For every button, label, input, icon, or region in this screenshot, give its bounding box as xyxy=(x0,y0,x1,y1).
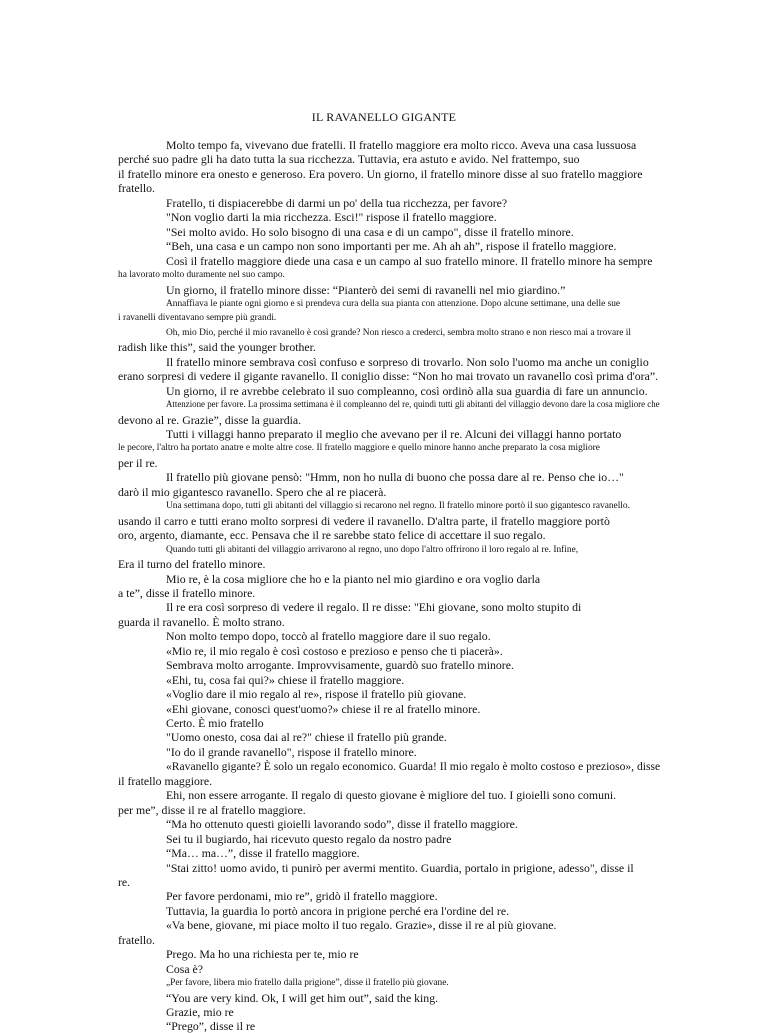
text-line: Mio re, è la cosa migliore che ho e la pianto nel mio giardino e ora voglio darla xyxy=(166,571,541,586)
text-line: usando il carro e tutti erano molto sorpresi di vedere il ravanello. D'altra parte, il fratello maggiore portò xyxy=(118,513,610,528)
text-line: Così il fratello maggiore diede una casa e un campo al suo fratello minore. Il fratello minore ha sempre xyxy=(166,253,653,268)
text-line: Ehi, non essere arrogante. Il regalo di questo giovane è migliore del tuo. I gioielli sono comuni. xyxy=(166,788,617,803)
text-line: "Non voglio darti la mia ricchezza. Esci!" rispose il fratello maggiore. xyxy=(166,210,497,225)
text-line: "Stai zitto! uomo avido, ti punirò per avermi mentito. Guardia, portalo in prigione, adesso", disse il xyxy=(166,860,634,875)
text-line: Fratello, ti dispiacerebbe di darmi un po' della tua ricchezza, per favore? xyxy=(166,195,508,210)
text-line: «Ravanello gigante? È solo un regalo economico. Guarda! Il mio regalo è molto costoso e prezioso», disse xyxy=(166,759,661,774)
text-line: il fratello maggiore. xyxy=(118,773,213,788)
text-line: «Ehi, tu, cosa fai qui?» chiese il fratello maggiore. xyxy=(166,672,405,687)
text-line: Il fratello minore sembrava così confuso e sorpreso di trovarlo. Non solo l'uomo ma anche un coniglio xyxy=(166,354,649,369)
text-line: «Voglio dare il mio regalo al re», rispose il fratello più giovane. xyxy=(166,687,467,702)
text-line: Annaffiava le piante ogni giorno e si prendeva cura della sua pianta con attenzione. Dopo alcune settimane, una delle sue xyxy=(166,298,621,309)
text-line: le pecore, l'altro ha portato anatre e molte altre cose. Il fratello maggiore e quello minore hanno anche preparato la cosa migliore xyxy=(118,443,600,454)
text-line: Oh, mio Dio, perché il mio ravanello è così grande? Non riesco a crederci, sembra molto strano e non riesco mai a trovare il xyxy=(166,327,631,338)
text-line: Molto tempo fa, vivevano due fratelli. Il fratello maggiore era molto ricco. Aveva una casa lussuosa xyxy=(166,138,637,152)
text-line: Certo. È mio fratello xyxy=(166,716,264,730)
text-line: “Ma ho ottenuto questi gioielli lavorando sodo”, disse il fratello maggiore. xyxy=(166,817,518,832)
text-line: Prego. Ma ho una richiesta per te, mio re xyxy=(166,947,359,962)
text-line: "Io do il grande ravanello", rispose il fratello minore. xyxy=(166,744,417,759)
text-line: Attenzione per favore. La prossima settimana è il compleanno del re, quindi tutti gli abitanti del villaggio devono dare la cosa migliore che xyxy=(166,400,660,411)
text-line: Cosa è? xyxy=(166,961,204,976)
text-line: i ravanelli diventavano sempre più grandi. xyxy=(118,313,277,324)
text-line: “You are very kind. Ok, I will get him out”, said the king. xyxy=(166,990,439,1005)
text-line: guarda il ravanello. È molto strano. xyxy=(118,614,285,629)
text-line: per me”, disse il re al fratello maggiore. xyxy=(118,802,306,817)
text-line: Era il turno del fratello minore. xyxy=(118,557,266,571)
text-line: «Ehi giovane, conosci quest'uomo?» chiese il re al fratello minore. xyxy=(166,701,481,716)
text-line: Sei tu il bugiardo, hai ricevuto questo regalo da nostro padre xyxy=(166,831,452,846)
text-line: darò il mio gigantesco ravanello. Spero che al re piacerà. xyxy=(118,484,387,499)
text-line: Sembrava molto arrogante. Improvvisamente, guardò suo fratello minore. xyxy=(166,658,514,673)
text-line: "Uomo onesto, cosa dai al re?" chiese il fratello più grande. xyxy=(166,730,447,745)
text-line: Un giorno, il fratello minore disse: “Pianterò dei semi di ravanelli nel mio giardino.” xyxy=(166,282,566,297)
text-line: Per favore perdonami, mio re”, gridò il fratello maggiore. xyxy=(166,889,438,904)
text-line: „Per favore, libera mio fratello dalla prigione”, disse il fratello più giovane. xyxy=(166,978,449,989)
text-line: Tutti i villaggi hanno preparato il meglio che avevano per il re. Alcuni dei villaggi hanno portato xyxy=(166,427,622,441)
text-line: Il fratello più giovane pensò: "Hmm, non ho nulla di buono che possa dare al re. Penso che io…" xyxy=(166,470,624,485)
text-line: re. xyxy=(118,874,131,889)
text-line: Tuttavia, la guardia lo portò ancora in prigione perché era l'ordine del re. xyxy=(166,903,510,918)
text-line: fratello. xyxy=(118,932,156,947)
text-line: "Sei molto avido. Ho solo bisogno di una casa e di un campo", disse il fratello minore. xyxy=(166,224,574,239)
text-line: a te”, disse il fratello minore. xyxy=(118,586,256,600)
text-line: «Mio re, il mio regalo è così costoso e prezioso e penso che ti piacerà». xyxy=(166,643,503,658)
text-line: oro, argento, diamante, ecc. Pensava che il re sarebbe stato felice di accettare il suo regalo. xyxy=(118,528,546,543)
text-line: Quando tutti gli abitanti del villaggio arrivarono al regno, uno dopo l'altro offrirono il loro regalo al re. Infine, xyxy=(166,544,579,555)
text-line: Il re era così sorpreso di vedere il regalo. Il re disse: "Ehi giovane, sono molto stupito di xyxy=(166,600,582,615)
text-line: perché suo padre gli ha dato tutta la sua ricchezza. Tuttavia, era astuto e avido. Nel frattempo, suo xyxy=(118,152,580,167)
text-line: radish like this”, said the younger brother. xyxy=(118,340,316,355)
text-line: il fratello minore era onesto e generoso. Era povero. Un giorno, il fratello minore disse al suo fratello maggiore xyxy=(118,166,643,181)
text-line: «Va bene, giovane, mi piace molto il tuo regalo. Grazie», disse il re al più giovane. xyxy=(166,918,557,933)
text-line: per il re. xyxy=(118,455,158,470)
text-line: ha lavorato molto duramente nel suo campo. xyxy=(118,270,285,280)
document-title: IL RAVANELLO GIGANTE xyxy=(311,110,457,124)
text-line: Non molto tempo dopo, toccò al fratello maggiore dare il suo regalo. xyxy=(166,629,491,644)
text-line: “Prego”, disse il re xyxy=(166,1019,256,1033)
text-line: Una settimana dopo, tutti gli abitanti del villaggio si recarono nel regno. Il fratello minore portò il suo gigantesco ravanello. xyxy=(166,501,630,512)
text-line: Un giorno, il re avrebbe celebrato il suo compleanno, così ordinò alla sua guardia di fare un annuncio. xyxy=(166,383,648,398)
text-line: erano sorpresi di vedere il gigante ravanello. Il coniglio disse: “Non ho mai trovato un ravanello così prima d'ora”. xyxy=(118,369,659,384)
text-line: “Beh, una casa e un campo non sono importanti per me. Ah ah ah”, rispose il fratello maggiore. xyxy=(166,239,617,254)
text-line: fratello. xyxy=(118,181,156,196)
text-line: Grazie, mio re xyxy=(166,1005,234,1019)
text-line: “Ma… ma…”, disse il fratello maggiore. xyxy=(166,846,360,860)
text-line: devono al re. Grazie”, disse la guardia. xyxy=(118,412,302,427)
